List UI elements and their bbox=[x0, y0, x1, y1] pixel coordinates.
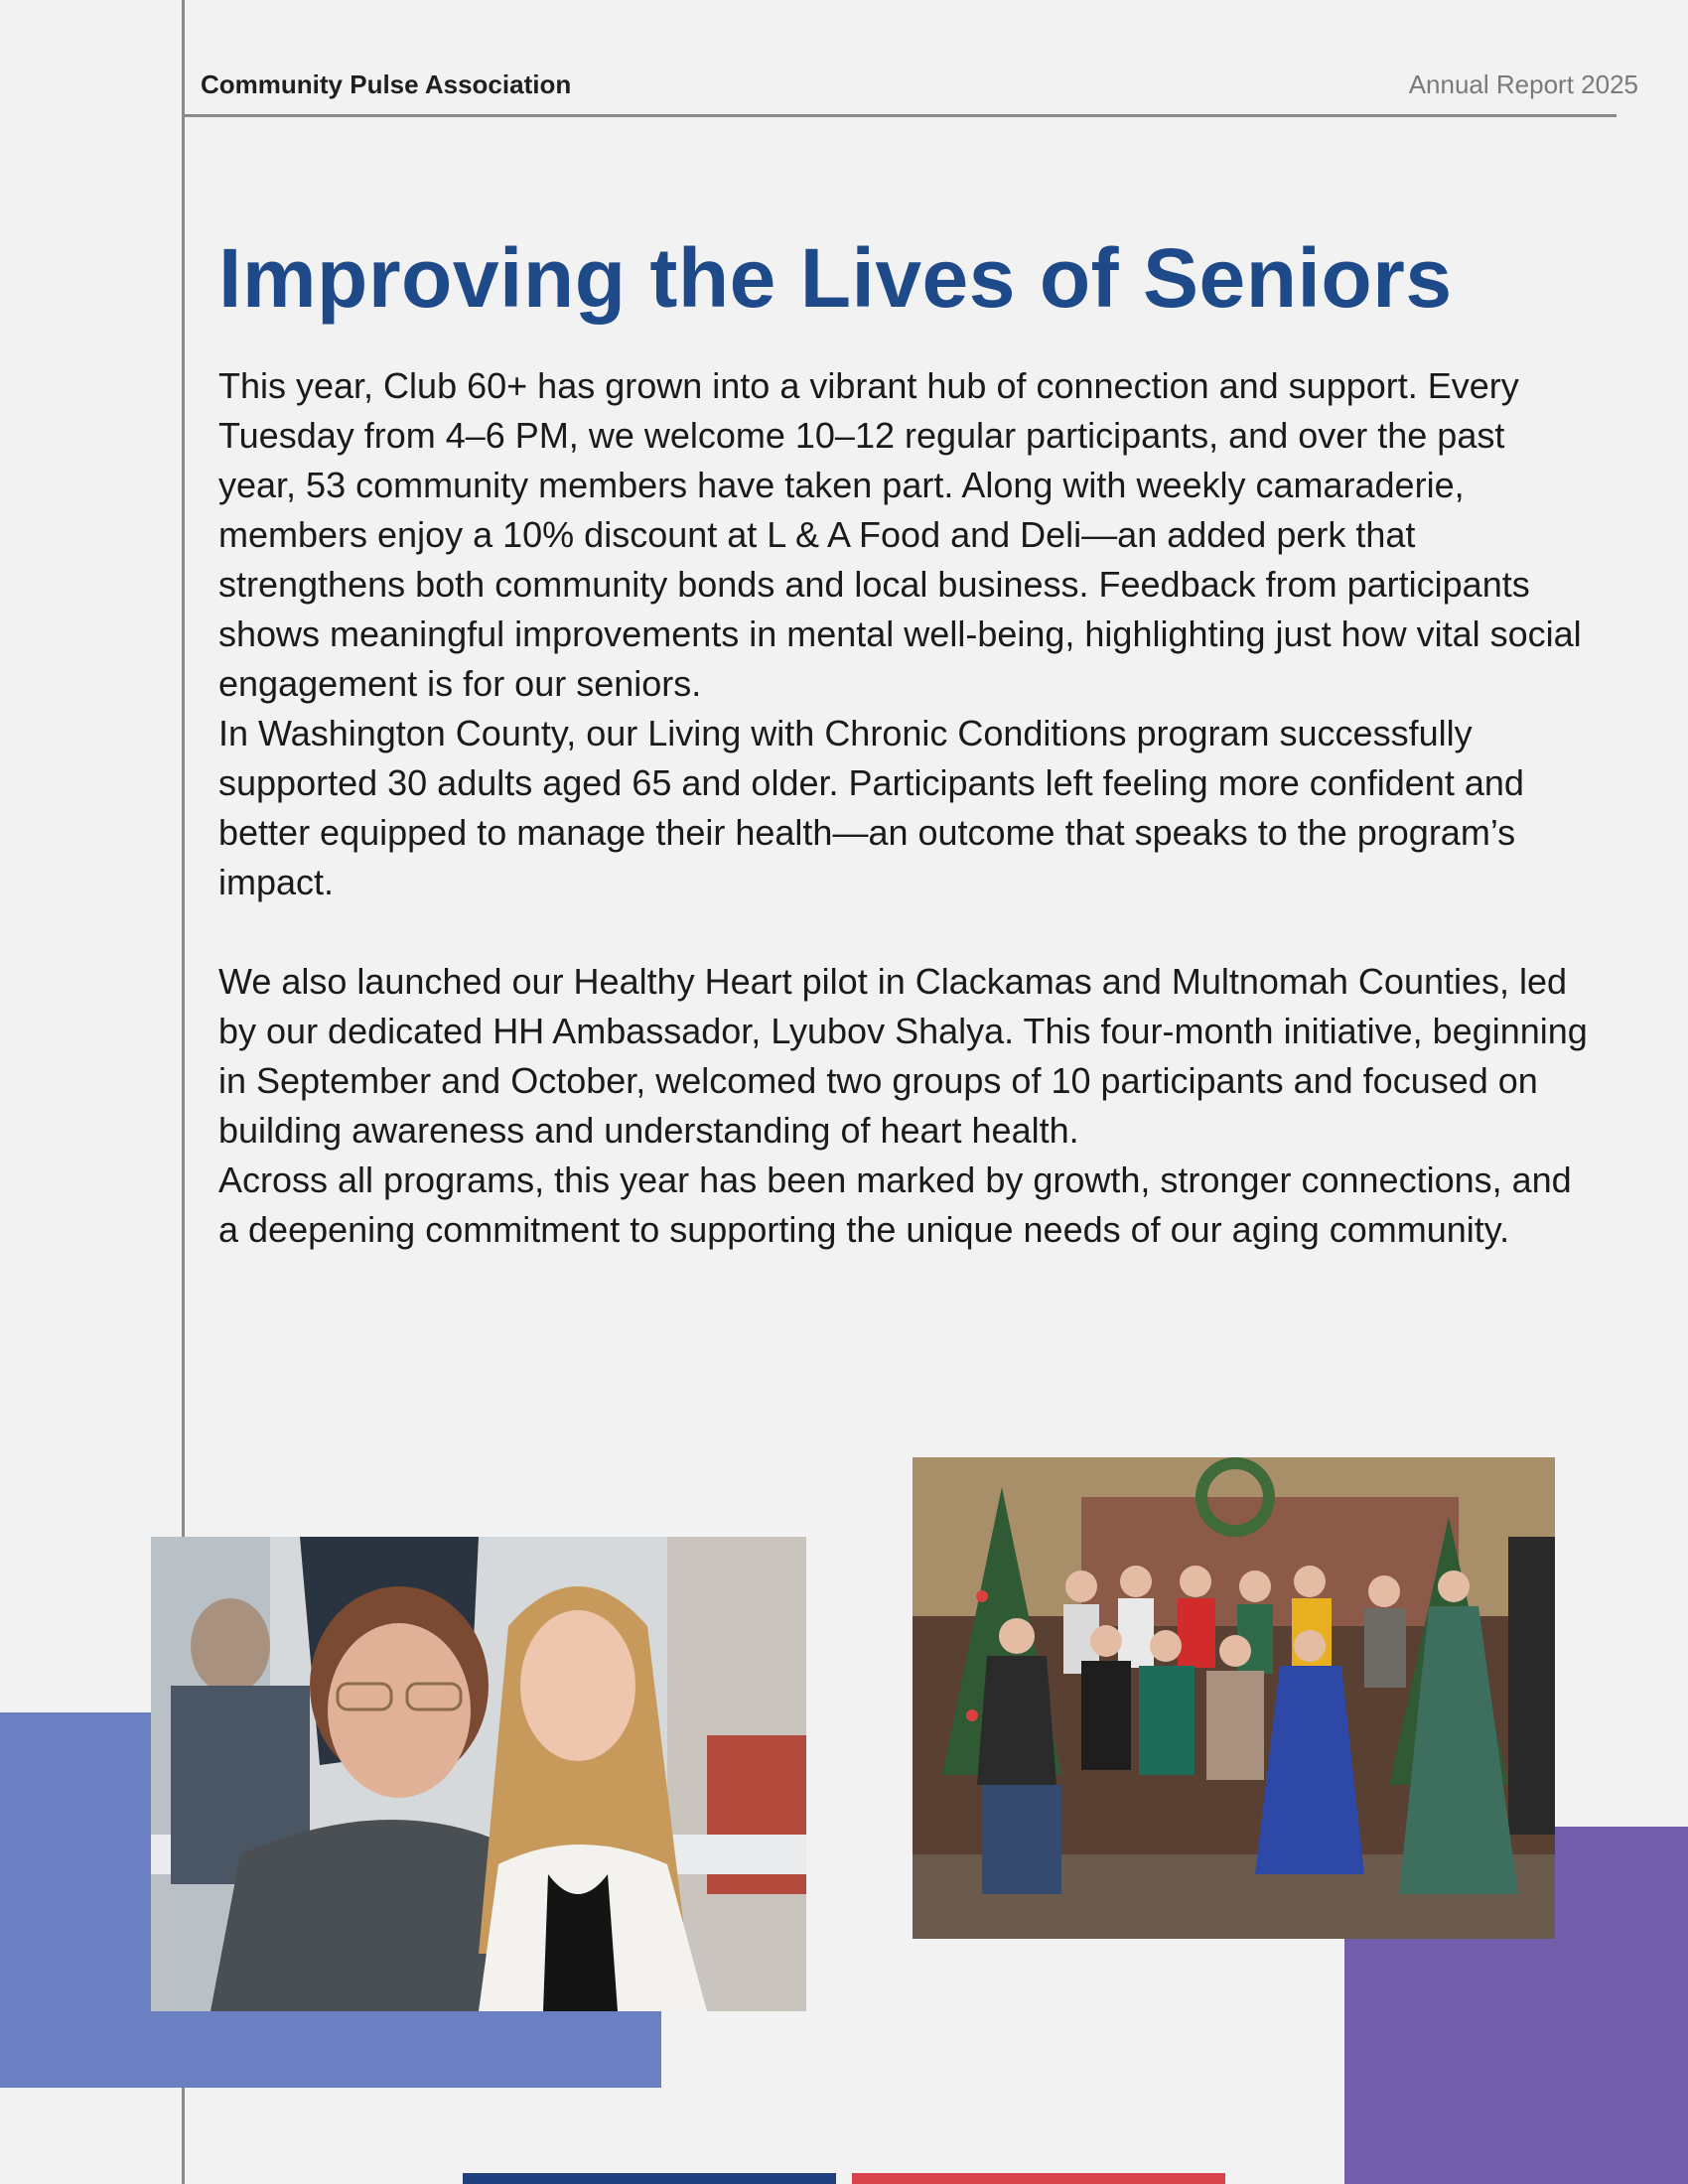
paragraph-club-60: This year, Club 60+ has grown into a vibrant hub of connection and support. Every Tuesday from 4–6 PM, we welcome 10–12 regular participants, and over the past year, 53 community members have taken part. Along with weekly camaraderie, members enjoy a 10% discount at L & A Food and Deli—an added perk that strengthens both community bonds and local business. Feedback from participants shows meaningful improvements in mental well-being, highlighting just how vital social engagement is for our seniors. bbox=[218, 365, 1582, 704]
footer-bar-blue bbox=[463, 2173, 836, 2184]
report-label: Annual Report 2025 bbox=[1408, 69, 1638, 99]
paragraph-summary: Across all programs, this year has been marked by growth, stronger connections, and a deepening commitment to supporting the unique needs of our aging community. bbox=[218, 1160, 1572, 1250]
header-rule bbox=[182, 114, 1617, 117]
footer-bar-red bbox=[852, 2173, 1225, 2184]
organization-name: Community Pulse Association bbox=[201, 69, 572, 99]
page-title: Improving the Lives of Seniors bbox=[218, 231, 1453, 325]
paragraph-chronic-conditions: In Washington County, our Living with Chronic Conditions program successfully supported 30 adults aged 65 and older. Participants left feeling more confident and better equipped to manage their health—an outcome that speaks to the program’s impact. bbox=[218, 713, 1524, 902]
paragraph-healthy-heart: We also launched our Healthy Heart pilot in Clackamas and Multnomah Counties, led by our dedicated HH Ambassador, Lyubov Shalya. This four-month initiative, beginning in September and October, welcomed two groups of 10 participants and focused on building awareness and understanding of heart health. bbox=[218, 961, 1588, 1151]
body-text bbox=[218, 361, 1589, 1255]
photo-two-women bbox=[151, 1537, 806, 2011]
photo-group-holiday bbox=[913, 1457, 1555, 1939]
